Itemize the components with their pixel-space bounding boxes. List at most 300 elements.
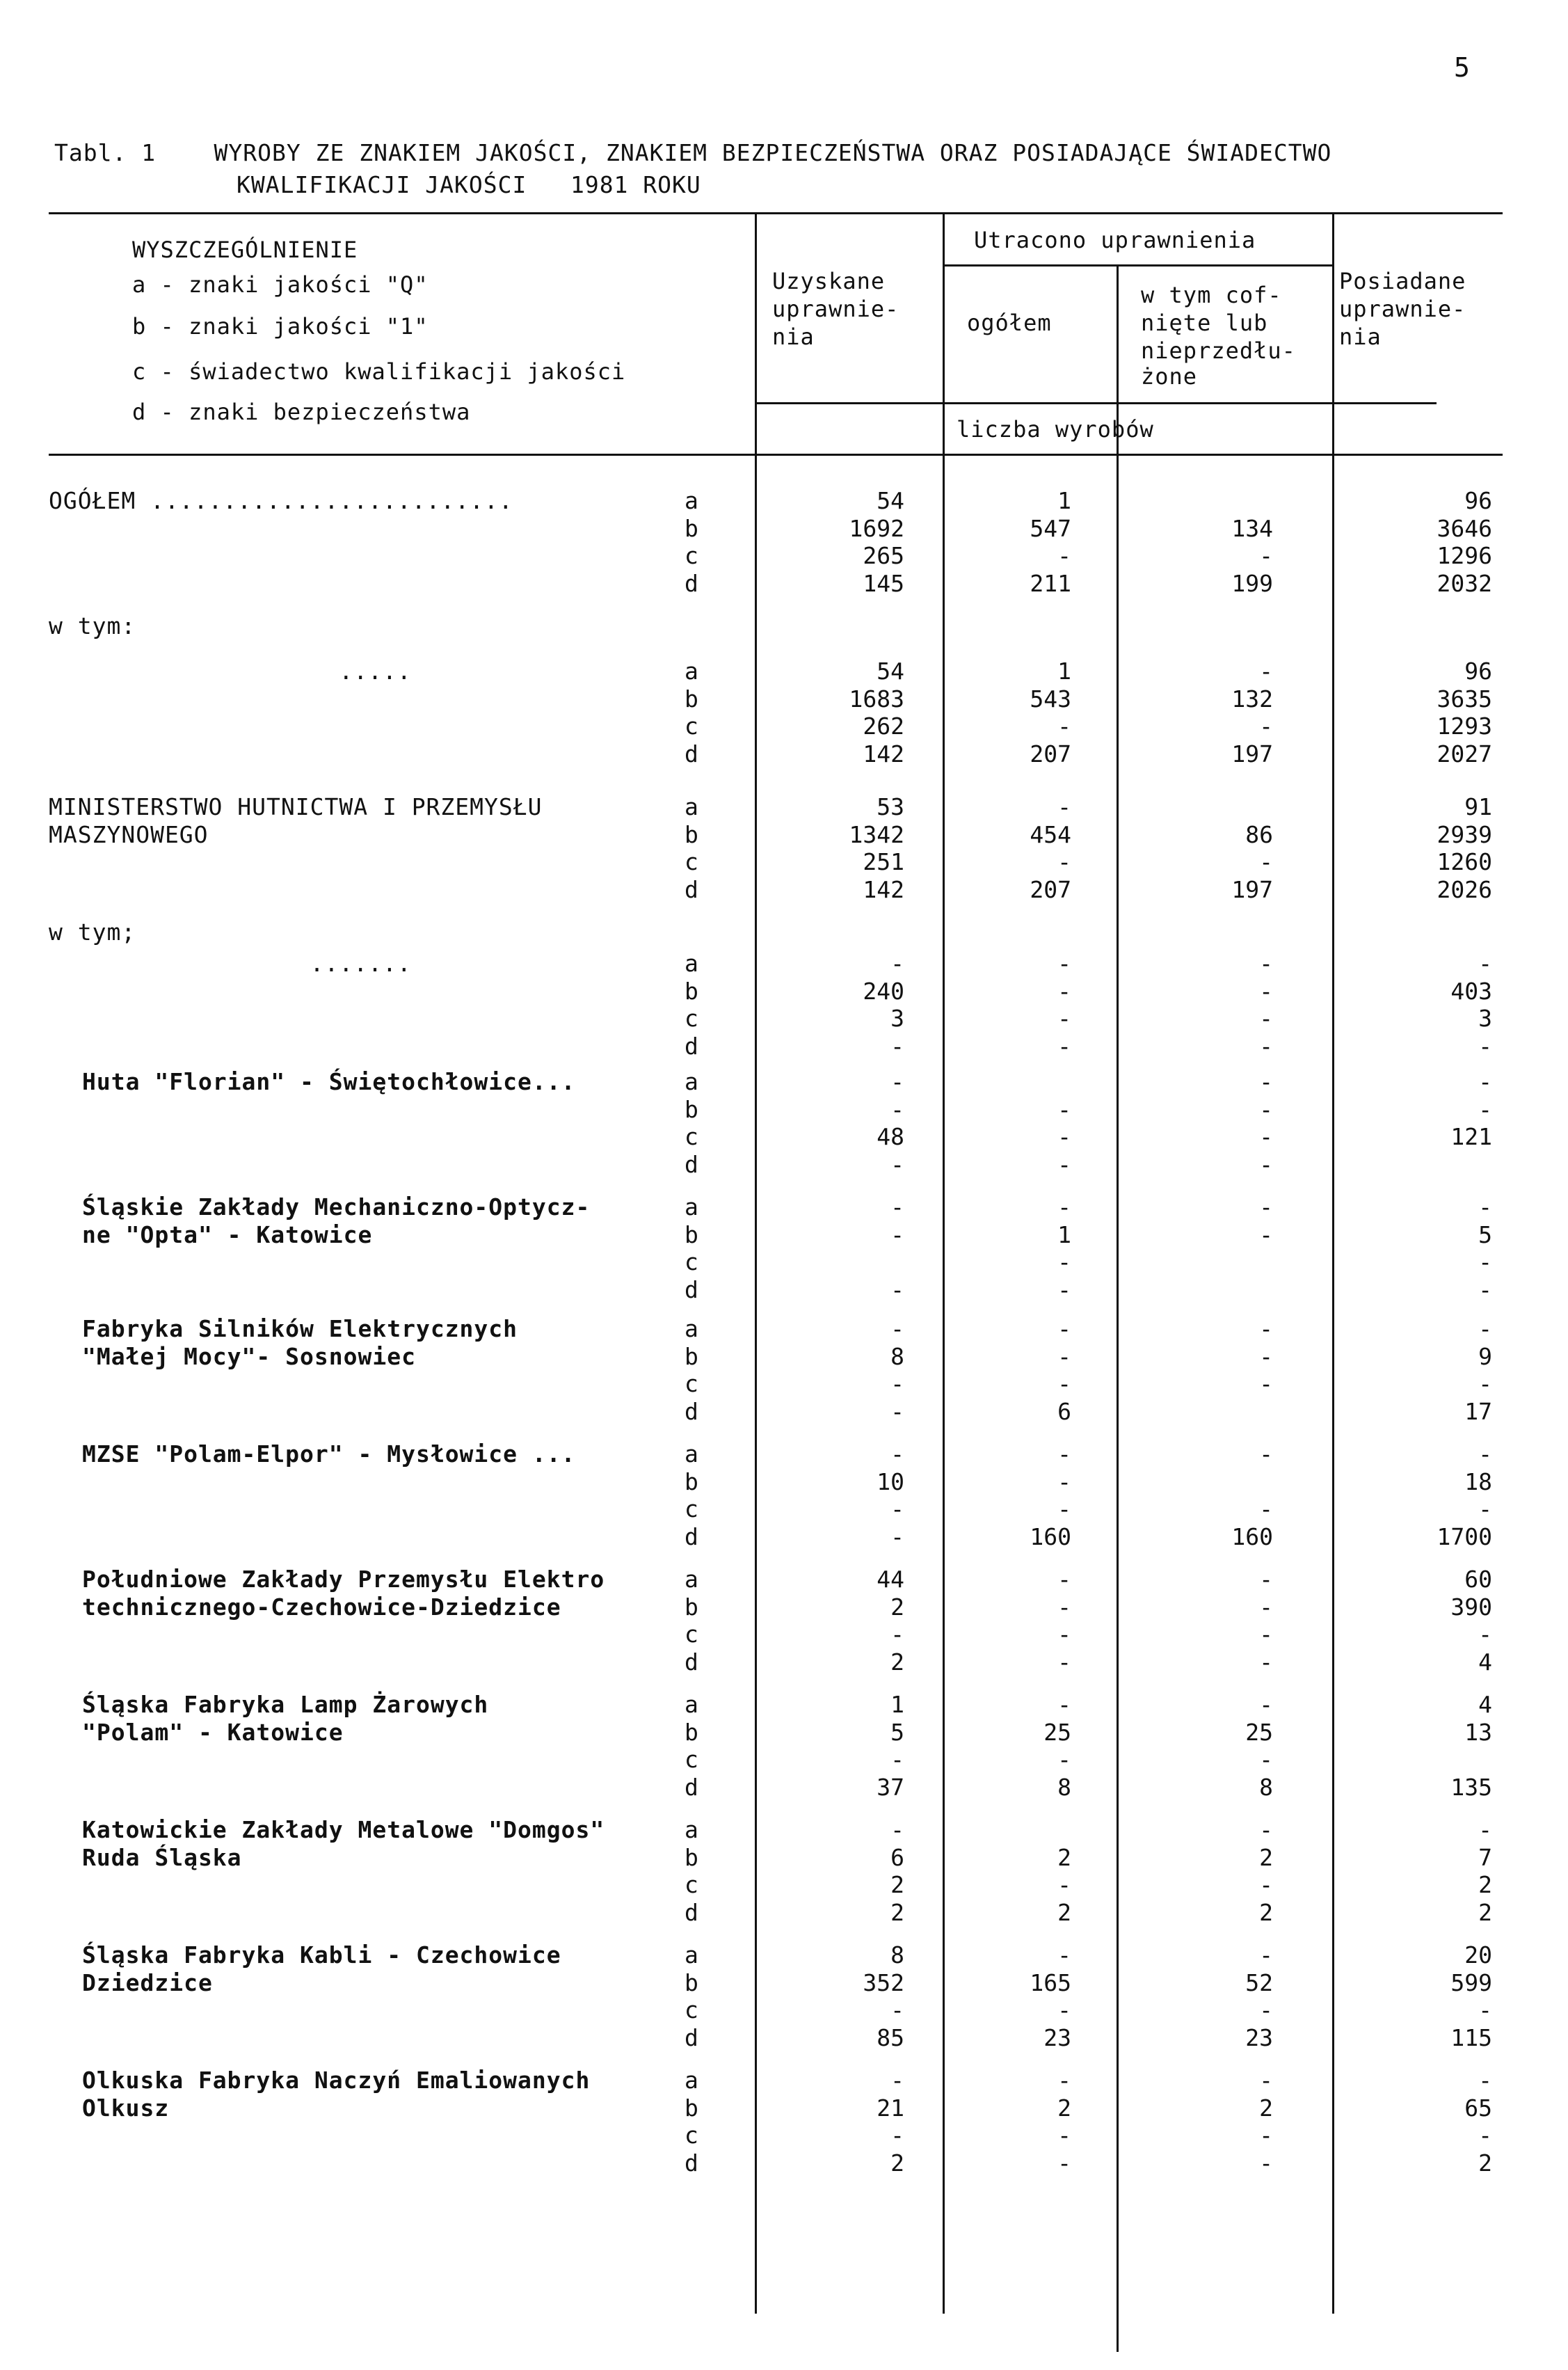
cell-c2: 207 (1030, 740, 1071, 768)
row-subcode: d (685, 1397, 698, 1425)
row-subcode: d (685, 1522, 698, 1550)
row-subcode: b (685, 1342, 698, 1370)
row-subcode: b (685, 1843, 698, 1871)
cell-c2: - (1057, 848, 1071, 875)
row-subcode: d (685, 1275, 698, 1303)
cell-c2: - (1057, 977, 1071, 1005)
cell-c4: 9 (1478, 1342, 1492, 1370)
cell-c3: 86 (1245, 820, 1273, 848)
cell-c3: - (1259, 950, 1273, 977)
row-subcode: c (685, 542, 698, 569)
cell-c4: - (1478, 1248, 1492, 1275)
row-subcode: d (685, 569, 698, 597)
cell-c4: 2026 (1437, 875, 1492, 903)
cell-c1: 240 (863, 977, 904, 1005)
cell-c1: - (890, 1370, 904, 1397)
cell-c1: 352 (863, 1969, 904, 1996)
cell-c3: 23 (1245, 2023, 1273, 2051)
cell-c1: 1342 (849, 820, 904, 848)
header-top-rule (49, 212, 1503, 214)
row-subcode: b (685, 1969, 698, 1996)
cell-c4: 65 (1464, 2094, 1492, 2122)
cell-c3: - (1259, 2149, 1273, 2177)
cell-c2: 6 (1057, 1397, 1071, 1425)
row-label: ne "Opta" - Katowice (82, 1220, 373, 1248)
cell-c1: - (890, 1193, 904, 1220)
row-label: Dziedzice (82, 1969, 213, 1996)
cell-c1: - (890, 1397, 904, 1425)
table-title-line1: Tabl. 1 WYROBY ZE ZNAKIEM JAKOŚCI, ZNAKIEM BEZPIECZEŃSTWA ORAZ POSIADAJĄCE ŚWIADECTWO (54, 139, 1332, 166)
cell-c2: - (1057, 1621, 1071, 1648)
row-subcode: d (685, 2023, 698, 2051)
row-subcode: b (685, 1593, 698, 1621)
cell-c3: - (1259, 1193, 1273, 1220)
cell-c1: 85 (877, 2023, 904, 2051)
row-subcode: c (685, 1996, 698, 2023)
cell-c4: 17 (1464, 1397, 1492, 1425)
cell-c4: 20 (1464, 1941, 1492, 1969)
cell-c2: - (1057, 1342, 1071, 1370)
cell-c1: - (890, 1220, 904, 1248)
cell-c3: - (1259, 1342, 1273, 1370)
row-subcode: a (685, 1691, 698, 1718)
cell-c1: 10 (877, 1468, 904, 1495)
cell-c3: - (1259, 1746, 1273, 1773)
row-subcode: a (685, 950, 698, 977)
cell-c1: - (890, 2067, 904, 2094)
cell-c2: - (1057, 1941, 1071, 1969)
col-lost-withdrawn-2: nięte lub (1141, 310, 1268, 336)
cell-c4: 2 (1478, 2149, 1492, 2177)
col-obtained-1: Uzyskane (772, 268, 886, 294)
cell-c2: - (1057, 542, 1071, 569)
row-subcode: a (685, 1816, 698, 1843)
row-label: Olkusz (82, 2094, 170, 2122)
cell-c3: 199 (1231, 569, 1273, 597)
legend-d: d - znaki bezpieczeństwa (132, 399, 471, 425)
cell-c4: 2 (1478, 1871, 1492, 1898)
cell-c4: 13 (1464, 1718, 1492, 1746)
cell-c1: 2 (890, 2149, 904, 2177)
col-lost-withdrawn-1: w tym cof- (1141, 282, 1282, 308)
row-label: ....... (49, 950, 412, 977)
col-lost-withdrawn-3: nieprzedłu- (1141, 337, 1296, 364)
row-subcode: a (685, 1068, 698, 1095)
cell-c3: - (1259, 1370, 1273, 1397)
cell-c2: - (1057, 1996, 1071, 2023)
cell-c2: 207 (1030, 875, 1071, 903)
cell-c1: - (890, 1032, 904, 1060)
cell-c3: 2 (1259, 1843, 1273, 1871)
cell-c4: 2027 (1437, 740, 1492, 768)
row-subcode: c (685, 1746, 698, 1773)
cell-c1: 2 (890, 1871, 904, 1898)
cell-c4: 2 (1478, 1898, 1492, 1926)
cell-c2: - (1057, 1123, 1071, 1150)
cell-c3: - (1259, 1593, 1273, 1621)
row-subcode: c (685, 1621, 698, 1648)
cell-c1: - (890, 1315, 904, 1342)
cell-c2: - (1057, 1150, 1071, 1178)
row-subcode: d (685, 1773, 698, 1801)
cell-c4: 4 (1478, 1648, 1492, 1676)
cell-c4: - (1478, 1495, 1492, 1522)
col-divider-3 (1117, 264, 1119, 2352)
row-subcode: b (685, 2094, 698, 2122)
row-subcode: c (685, 848, 698, 875)
cell-c2: - (1057, 713, 1071, 740)
cell-c3: - (1259, 1005, 1273, 1032)
page-number: 5 (1454, 52, 1470, 83)
row-subcode: d (685, 1898, 698, 1926)
cell-c1: 3 (890, 1005, 904, 1032)
cell-c2: - (1057, 950, 1071, 977)
row-label: MINISTERSTWO HUTNICTWA I PRZEMYSŁU (49, 793, 543, 820)
row-label: Huta "Florian" - Świętochłowice... (82, 1068, 576, 1095)
cell-c4: 96 (1464, 658, 1492, 685)
cell-c2: 1 (1057, 658, 1071, 685)
cell-c4: - (1478, 1621, 1492, 1648)
cell-c2: 1 (1057, 487, 1071, 514)
cell-c4: 390 (1450, 1593, 1492, 1621)
row-label: Katowickie Zakłady Metalowe "Domgos" (82, 1816, 605, 1843)
cell-c3: 8 (1259, 1773, 1273, 1801)
row-subcode: d (685, 740, 698, 768)
row-subcode: a (685, 1440, 698, 1468)
cell-c4: 1260 (1437, 848, 1492, 875)
cell-c1: - (890, 1150, 904, 1178)
col-held-1: Posiadane (1339, 268, 1466, 294)
cell-c2: 211 (1030, 569, 1071, 597)
cell-c4: - (1478, 1440, 1492, 1468)
cell-c1: 145 (863, 569, 904, 597)
row-label: Olkuska Fabryka Naczyń Emaliowanych (82, 2067, 591, 2094)
cell-c1: 1683 (849, 685, 904, 713)
cell-c1: - (890, 1746, 904, 1773)
cell-c3: - (1259, 1068, 1273, 1095)
cell-c4: 5 (1478, 1220, 1492, 1248)
cell-c4: - (1478, 950, 1492, 977)
cell-c4: 121 (1450, 1123, 1492, 1150)
row-subcode: b (685, 514, 698, 542)
cell-c3: - (1259, 1648, 1273, 1676)
row-subcode: d (685, 875, 698, 903)
cell-c2: 2 (1057, 1843, 1071, 1871)
cell-c2: - (1057, 1032, 1071, 1060)
col-held-2: uprawnie- (1339, 296, 1466, 322)
row-label: technicznego-Czechowice-Dziedzice (82, 1593, 561, 1621)
cell-c4: 4 (1478, 1691, 1492, 1718)
cell-c4: - (1478, 1193, 1492, 1220)
cell-c1: - (890, 950, 904, 977)
legend-c: c - świadectwo kwalifikacji jakości (132, 358, 626, 385)
cell-c4: 2939 (1437, 820, 1492, 848)
row-subcode: b (685, 685, 698, 713)
cell-c2: - (1057, 1746, 1071, 1773)
cell-c4: - (1478, 1816, 1492, 1843)
row-subcode: c (685, 1248, 698, 1275)
cell-c1: 251 (863, 848, 904, 875)
cell-c1: 2 (890, 1898, 904, 1926)
row-label: Ruda Śląska (82, 1843, 242, 1871)
col-lost-group: Utracono uprawnienia (974, 227, 1256, 253)
cell-c2: - (1057, 1370, 1071, 1397)
legend-a: a - znaki jakości "Q" (132, 271, 429, 298)
cell-c2: 2 (1057, 2094, 1071, 2122)
row-label: MZSE "Polam-Elpor" - Mysłowice ... (82, 1440, 576, 1468)
row-subcode: d (685, 1032, 698, 1060)
cell-c4: 60 (1464, 1566, 1492, 1593)
cell-c2: 543 (1030, 685, 1071, 713)
cell-c1: - (890, 2122, 904, 2149)
cell-c4: - (1478, 1032, 1492, 1060)
row-label: Południowe Zakłady Przemysłu Elektro (82, 1566, 605, 1593)
lost-group-rule (943, 264, 1332, 267)
row-subcode: a (685, 487, 698, 514)
cell-c4: 18 (1464, 1468, 1492, 1495)
cell-c3: - (1259, 1495, 1273, 1522)
cell-c4: 135 (1450, 1773, 1492, 1801)
cell-c2: - (1057, 2067, 1071, 2094)
row-subcode: c (685, 1005, 698, 1032)
row-subcode: c (685, 1123, 698, 1150)
row-subcode: b (685, 1468, 698, 1495)
cell-c3: - (1259, 1996, 1273, 2023)
cell-c4: - (1478, 1095, 1492, 1123)
cell-c3: - (1259, 2122, 1273, 2149)
row-label: MASZYNOWEGO (49, 820, 209, 848)
row-subcode: b (685, 1718, 698, 1746)
row-subcode: c (685, 713, 698, 740)
cell-c4: 7 (1478, 1843, 1492, 1871)
cell-c2: - (1057, 1593, 1071, 1621)
row-label: Fabryka Silników Elektrycznych (82, 1315, 518, 1342)
row-subcode: a (685, 2067, 698, 2094)
cell-c1: 262 (863, 713, 904, 740)
cell-c1: - (890, 1522, 904, 1550)
cell-c3: - (1259, 713, 1273, 740)
cell-c2: - (1057, 1648, 1071, 1676)
cell-c3: 197 (1231, 740, 1273, 768)
cell-c4: 3646 (1437, 514, 1492, 542)
col-divider-1 (755, 212, 757, 2314)
row-subcode: d (685, 1150, 698, 1178)
cell-c3: 25 (1245, 1718, 1273, 1746)
cell-c4: 2032 (1437, 569, 1492, 597)
cell-c2: - (1057, 1275, 1071, 1303)
cell-c3: 197 (1231, 875, 1273, 903)
cell-c1: - (890, 1621, 904, 1648)
row-label: w tym: (49, 612, 136, 639)
row-subcode: d (685, 2149, 698, 2177)
cell-c3: - (1259, 1150, 1273, 1178)
cell-c4: 3 (1478, 1005, 1492, 1032)
cell-c1: - (890, 1068, 904, 1095)
cell-c2: - (1057, 1315, 1071, 1342)
cell-c4: 96 (1464, 487, 1492, 514)
cell-c2: 1 (1057, 1220, 1071, 1248)
cell-c3: - (1259, 1941, 1273, 1969)
cell-c1: - (890, 1996, 904, 2023)
row-subcode: c (685, 1370, 698, 1397)
cell-c4: 1296 (1437, 542, 1492, 569)
cell-c4: - (1478, 1315, 1492, 1342)
unit-rule (755, 402, 1437, 404)
cell-c2: - (1057, 1095, 1071, 1123)
row-label: Śląska Fabryka Kabli - Czechowice (82, 1941, 561, 1969)
cell-c3: 2 (1259, 1898, 1273, 1926)
cell-c1: 142 (863, 740, 904, 768)
cell-c1: 1692 (849, 514, 904, 542)
cell-c1: 53 (877, 793, 904, 820)
cell-c3: - (1259, 848, 1273, 875)
row-subcode: a (685, 1566, 698, 1593)
row-subcode: a (685, 1315, 698, 1342)
col-obtained-3: nia (772, 324, 815, 350)
cell-c1: - (890, 1816, 904, 1843)
cell-c2: 160 (1030, 1522, 1071, 1550)
cell-c3: - (1259, 1095, 1273, 1123)
cell-c2: - (1057, 1248, 1071, 1275)
cell-c4: 1700 (1437, 1522, 1492, 1550)
cell-c2: - (1057, 1871, 1071, 1898)
row-subcode: a (685, 793, 698, 820)
cell-c3: 132 (1231, 685, 1273, 713)
cell-c1: - (890, 1275, 904, 1303)
cell-c3: - (1259, 542, 1273, 569)
row-label: "Małej Mocy"- Sosnowiec (82, 1342, 416, 1370)
cell-c4: - (1478, 2122, 1492, 2149)
row-label: OGÓŁEM ......................... (49, 487, 513, 514)
row-subcode: c (685, 2122, 698, 2149)
cell-c1: 142 (863, 875, 904, 903)
cell-c1: 37 (877, 1773, 904, 1801)
row-subcode: b (685, 977, 698, 1005)
cell-c1: 2 (890, 1648, 904, 1676)
cell-c3: - (1259, 1871, 1273, 1898)
cell-c1: 8 (890, 1941, 904, 1969)
cell-c2: - (1057, 1440, 1071, 1468)
cell-c3: - (1259, 2067, 1273, 2094)
cell-c4: - (1478, 1996, 1492, 2023)
cell-c2: 547 (1030, 514, 1071, 542)
cell-c3: - (1259, 1315, 1273, 1342)
cell-c1: - (890, 1495, 904, 1522)
cell-c3: 134 (1231, 514, 1273, 542)
cell-c3: - (1259, 1566, 1273, 1593)
cell-c4: 3635 (1437, 685, 1492, 713)
cell-c2: - (1057, 1193, 1071, 1220)
cell-c2: 23 (1043, 2023, 1071, 2051)
cell-c1: 2 (890, 1593, 904, 1621)
cell-c2: - (1057, 2122, 1071, 2149)
row-label: Śląskie Zakłady Mechaniczno-Optycz- (82, 1193, 591, 1220)
cell-c1: 1 (890, 1691, 904, 1718)
cell-c1: 44 (877, 1566, 904, 1593)
row-label: "Polam" - Katowice (82, 1718, 344, 1746)
cell-c4: - (1478, 1068, 1492, 1095)
col-divider-4 (1332, 212, 1334, 2314)
cell-c3: - (1259, 1691, 1273, 1718)
cell-c1: - (890, 1440, 904, 1468)
header-bottom-rule (49, 454, 1503, 456)
cell-c3: - (1259, 1123, 1273, 1150)
row-subcode: b (685, 1220, 698, 1248)
cell-c4: 1293 (1437, 713, 1492, 740)
col-held-3: nia (1339, 324, 1382, 350)
cell-c1: 54 (877, 487, 904, 514)
table-title-line2: KWALIFIKACJI JAKOŚCI 1981 ROKU (237, 171, 701, 198)
cell-c1: 48 (877, 1123, 904, 1150)
cell-c4: - (1478, 1370, 1492, 1397)
cell-c2: 8 (1057, 1773, 1071, 1801)
cell-c4: - (1478, 1275, 1492, 1303)
cell-c4: - (1478, 2067, 1492, 2094)
row-subcode: a (685, 1193, 698, 1220)
cell-c3: 52 (1245, 1969, 1273, 1996)
cell-c4: 115 (1450, 2023, 1492, 2051)
row-subcode: a (685, 1941, 698, 1969)
cell-c3: - (1259, 1621, 1273, 1648)
cell-c1: 5 (890, 1718, 904, 1746)
cell-c3: - (1259, 658, 1273, 685)
cell-c2: - (1057, 1566, 1071, 1593)
cell-c1: 54 (877, 658, 904, 685)
col-lost-total: ogółem (967, 310, 1052, 336)
cell-c2: 25 (1043, 1718, 1071, 1746)
cell-c3: - (1259, 1440, 1273, 1468)
row-subcode: a (685, 658, 698, 685)
cell-c3: 2 (1259, 2094, 1273, 2122)
cell-c2: - (1057, 1691, 1071, 1718)
cell-c4: 91 (1464, 793, 1492, 820)
cell-c2: 454 (1030, 820, 1071, 848)
col-obtained-2: uprawnie- (772, 296, 899, 322)
legend-b: b - znaki jakości "1" (132, 313, 429, 340)
cell-c3: - (1259, 1816, 1273, 1843)
unit-label: liczba wyrobów (957, 416, 1154, 443)
row-label: w tym; (49, 918, 136, 946)
cell-c2: 165 (1030, 1969, 1071, 1996)
cell-c3: - (1259, 977, 1273, 1005)
cell-c3: 160 (1231, 1522, 1273, 1550)
cell-c2: 2 (1057, 1898, 1071, 1926)
spec-title: WYSZCZEGÓLNIENIE (132, 237, 358, 263)
cell-c3: - (1259, 1032, 1273, 1060)
cell-c1: 8 (890, 1342, 904, 1370)
row-subcode: b (685, 820, 698, 848)
cell-c2: - (1057, 2149, 1071, 2177)
row-subcode: c (685, 1495, 698, 1522)
cell-c4: 599 (1450, 1969, 1492, 1996)
row-subcode: b (685, 1095, 698, 1123)
row-subcode: d (685, 1648, 698, 1676)
cell-c2: - (1057, 1495, 1071, 1522)
row-label: Śląska Fabryka Lamp Żarowych (82, 1691, 489, 1718)
cell-c1: - (890, 1095, 904, 1123)
cell-c2: - (1057, 793, 1071, 820)
cell-c3: - (1259, 1220, 1273, 1248)
col-lost-withdrawn-4: żone (1141, 363, 1198, 390)
cell-c2: - (1057, 1005, 1071, 1032)
cell-c4: 403 (1450, 977, 1492, 1005)
cell-c2: - (1057, 1468, 1071, 1495)
cell-c1: 6 (890, 1843, 904, 1871)
cell-c1: 265 (863, 542, 904, 569)
row-label: ..... (49, 658, 412, 685)
cell-c1: 21 (877, 2094, 904, 2122)
row-subcode: c (685, 1871, 698, 1898)
